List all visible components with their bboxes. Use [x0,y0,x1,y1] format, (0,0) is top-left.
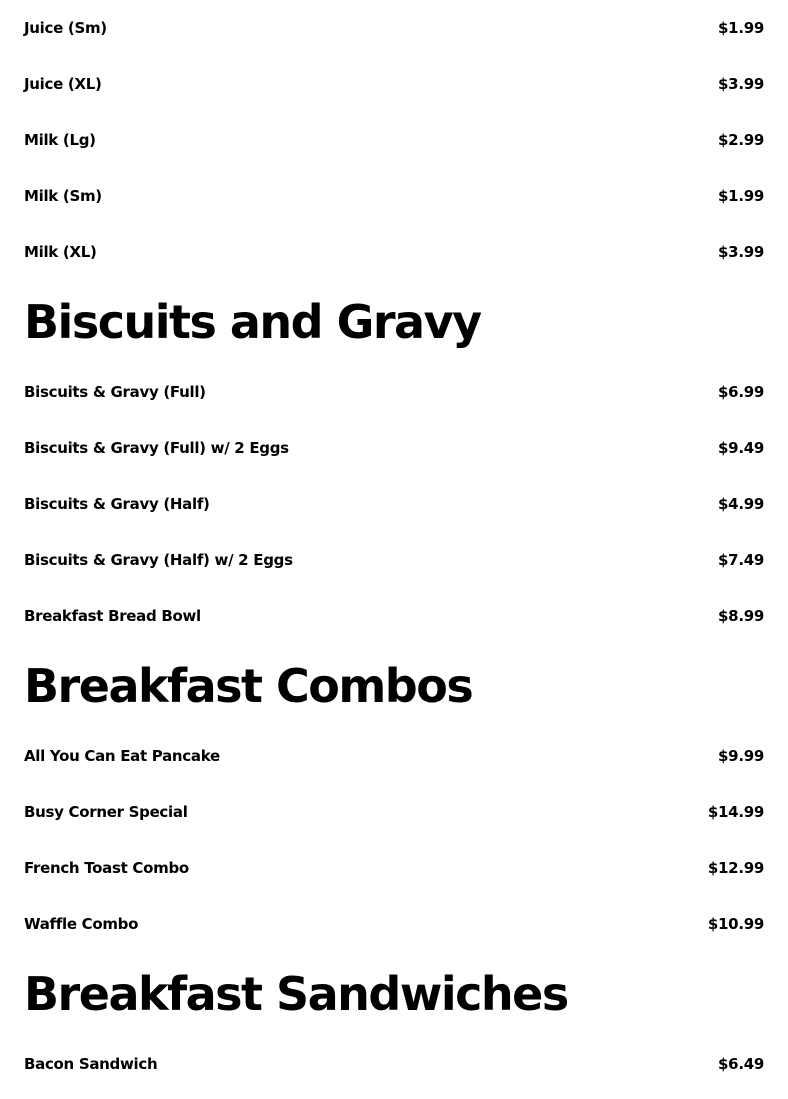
item-price: $9.49 [718,439,764,457]
menu-item[interactable] [24,1036,764,1092]
item-price: $3.99 [718,75,764,93]
item-name: Biscuits & Gravy (Half) [24,495,210,513]
item-name: Biscuits & Gravy (Full) [24,383,206,401]
menu-item[interactable] [24,588,764,644]
item-name: Waffle Combo [24,915,139,933]
menu-item[interactable] [24,56,764,112]
item-price: $14.99 [707,803,764,821]
menu-item[interactable] [24,840,764,896]
item-name: French Toast Combo [24,859,189,877]
menu-list [24,0,764,1092]
section-title-breakfast-combos: Breakfast Combos [24,659,473,713]
menu-item[interactable] [24,728,764,784]
menu-item[interactable] [24,112,764,168]
item-name: Breakfast Bread Bowl [24,607,201,625]
menu-item[interactable] [24,0,764,56]
section-title-breakfast-sandwiches: Breakfast Sandwiches [24,967,568,1021]
menu-item[interactable] [24,420,764,476]
item-price: $10.99 [707,915,764,933]
menu-item[interactable] [24,784,764,840]
item-price: $3.99 [718,243,764,261]
menu-item[interactable] [24,476,764,532]
item-name: All You Can Eat Pancake [24,747,220,765]
item-name: Busy Corner Special [24,803,188,821]
menu-item[interactable] [24,168,764,224]
menu-item[interactable] [24,896,764,952]
item-name: Juice (XL) [24,75,102,93]
item-price: $6.49 [718,1055,764,1073]
item-name: Juice (Sm) [24,19,107,37]
item-price: $4.99 [718,495,764,513]
item-name: Biscuits & Gravy (Full) w/ 2 Eggs [24,439,289,457]
item-price: $7.49 [718,551,764,569]
item-name: Milk (XL) [24,243,97,261]
item-price: $8.99 [718,607,764,625]
item-price: $9.99 [718,747,764,765]
item-name: Biscuits & Gravy (Half) w/ 2 Eggs [24,551,293,569]
item-price: $1.99 [718,187,764,205]
menu-item[interactable] [24,364,764,420]
item-price: $12.99 [707,859,764,877]
item-price: $1.99 [718,19,764,37]
section-title-biscuits-and-gravy: Biscuits and Gravy [24,295,481,349]
item-price: $2.99 [718,131,764,149]
item-name: Milk (Sm) [24,187,102,205]
menu-item[interactable] [24,532,764,588]
item-price: $6.99 [718,383,764,401]
menu-item[interactable] [24,224,764,280]
item-name: Bacon Sandwich [24,1055,158,1073]
item-name: Milk (Lg) [24,131,96,149]
